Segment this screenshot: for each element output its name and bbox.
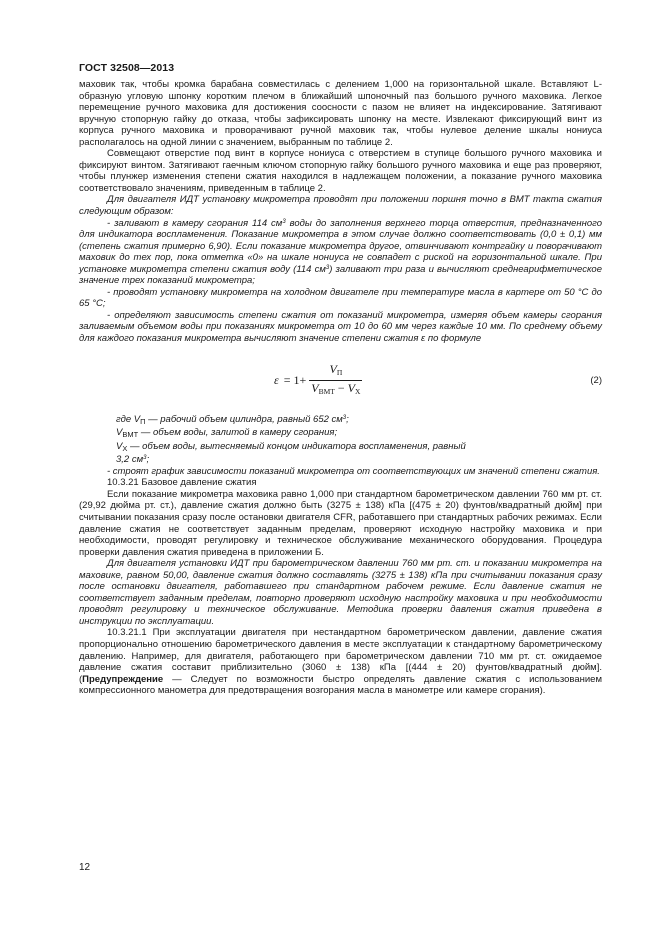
def-vx-desc: — объем воды, вытесняемый концом индикатора воспламенения, равный bbox=[127, 440, 466, 452]
def-vp-end: ; bbox=[346, 413, 349, 425]
formula-den-minus: − bbox=[334, 381, 348, 396]
formula-equals: = 1+ bbox=[283, 372, 307, 387]
paragraph-nonstandard-pressure bbox=[79, 627, 602, 696]
standard-header: ГОСТ 32508—2013 bbox=[79, 62, 175, 74]
paragraph-idt-pressure: Для двигателя установки ИДТ при барометрическом давлении 760 мм рт. ст. и показании микрометра на маховике, равном 50,00, давление сжатия должно составлять (3275 ± 138) кПа при считывании показания сразу после остановки двигателя, работавшего при стандартном рабочем режиме. Если давление сжатия не соответствует заданным пределам, повторно проверяют исходную настройку маховика и при необходимости проводят регулировку и техническое обслуживание. Методика проверки давления сжатия приведена в инструкции по эксплуатации. bbox=[79, 558, 602, 627]
formula-den-sub2: Х bbox=[355, 387, 361, 397]
paragraph-nonius-alignment: Совмещают отверстие под винт в корпусе нониуса с отверстием в ступице большого ручного маховика и фиксируют винтом. Затягивают гаечным ключом стопорную гайку большого ручного маховика и еще раз проверяют, чтобы плунжер изменения степени сжатия находился в надлежащем положении, а показание ручного маховика соответствовало значениям, приведенным в таблице 2. bbox=[79, 148, 602, 194]
formula-numerator-var: V bbox=[329, 361, 337, 376]
def-vvmt-sub: ВМТ bbox=[122, 430, 139, 440]
paragraph-water-fill bbox=[79, 218, 602, 287]
formula-den-sub1: ВМТ bbox=[318, 387, 335, 397]
paragraph-base-pressure: Если показание микрометра маховика равно 1,000 при стандартном барометрическом давлении 760 мм рт. ст. (29,92 дюйма рт. ст.), давление сжатия должно быть (3275 ± 138) кПа [(475 ± 20) фунтов/квадратный дюйм] при считывании показания сразу после остановки двигателя CFR, работавшего при стандартных рабочих режимах. Если давление сжатия не соответствует заданным пределам, проверяют исходную настройку маховика и при необходимости, проводят регулировку и техническое обслуживание механического оборудования. Процедура проверки давления сжатия приведена в приложении Б. bbox=[79, 488, 602, 558]
def-vvmt-desc: — объем воды, залитой в камеру сгорания; bbox=[138, 427, 338, 439]
warning-label: Предупреждение bbox=[82, 673, 164, 685]
water-fill-part-3: ) заливают три раза и вычисляют среднеарифметическое значение трех показаний микрометра; bbox=[79, 263, 602, 287]
paragraph-idt-intro: Для двигателя ИДТ установку микрометра проводят при положении поршня точно в ВМТ такта сжатия следующим образом: bbox=[79, 194, 602, 218]
water-fill-part-2: воды до заполнения верхнего торца отверстия, предназначенного для индикатора воспламенения. Показание микрометра в этом случае должно соответствовать (0,0 ± 0,1) мм (степень сжатия примерно 6,90). Если показание микрометра другое, отвинчивают контргайку и поворачивают маховик до тех пор, пока отметка «0» на шкале нониуса не совпадет с риской на горизонтальной шкале. При установке микрометра степени сжатия воду (114 см bbox=[79, 217, 602, 275]
definition-vx-value bbox=[116, 454, 602, 466]
def-vp-text: где V bbox=[116, 413, 141, 425]
superscript-3: 3 bbox=[282, 218, 286, 225]
def-vp-sub: П bbox=[140, 416, 146, 426]
formula-expression bbox=[274, 361, 362, 401]
superscript-3: 3 bbox=[325, 264, 330, 271]
definition-vx bbox=[116, 441, 602, 455]
formula-den-var1: V bbox=[311, 381, 319, 396]
formula-den-var2: V bbox=[347, 381, 356, 396]
def-vx-value: 3,2 см bbox=[116, 454, 144, 466]
formula-fraction bbox=[309, 361, 362, 398]
def-vx-value-end: ; bbox=[146, 454, 150, 466]
definition-vvmt bbox=[116, 427, 602, 441]
formula-numerator-sub: П bbox=[336, 367, 343, 377]
warning-text: — Следует по возможности быстро определять давление сжатия с использованием компрессионного манометра для предотвращения возгорания масла в манометре или камере сгорания). bbox=[79, 673, 602, 697]
superscript-3: 3 bbox=[143, 455, 147, 462]
page-number: 12 bbox=[79, 862, 91, 873]
equation-number: (2) bbox=[590, 374, 602, 386]
formula-definitions bbox=[79, 414, 602, 466]
definition-vp bbox=[116, 414, 602, 428]
superscript-3: 3 bbox=[342, 414, 347, 421]
def-vvmt-text: V bbox=[116, 427, 123, 439]
water-fill-part-1: - заливают в камеру сгорания 114 см bbox=[107, 217, 283, 229]
paragraph-flywheel-setup: маховик так, чтобы кромка барабана совместилась с делением 1,000 на горизонтальной шкале. Вставляют L-образную угловую шпонку коротким плечом в ближайший шпоночный паз большого ручного маховика. Легкое перемещение ручного маховика для достижения соосности с пазом не влияет на индексирование. Затягивают вручную стопорную гайку до отказа, чтобы зафиксировать шпонку на месте. Извлекают фиксирующий винт из корпуса ручного маховика и проворачивают ручной маховик так, чтобы нулевое деление шкалы нониуса располагалось на одной линии с значением, выбранным по таблице 2. bbox=[79, 79, 602, 148]
formula-lhs: ε bbox=[274, 372, 279, 387]
nonstandard-text: 10.3.21.1 При эксплуатации двигателя при нестандартном барометрическом давлении, давление сжатия пропорционально отношению барометрического давления в месте эксплуатации к стандартному барометрическому давлению. Например, для двигателя, работающего при барометрическом давлении 710 мм рт. ст. ожидаемое давление сжатия составит приблизительно (3060 ± 138) кПа [(444 ± 20) фунтов/квадратный дюйм]. ( bbox=[79, 627, 602, 685]
formula-compression-ratio bbox=[79, 357, 602, 405]
document-body bbox=[79, 79, 602, 697]
paragraph-plot: - строят график зависимости показаний микрометра от соответствующих им значений степени сжатия. bbox=[107, 465, 600, 477]
formula-denominator bbox=[309, 380, 362, 398]
paragraph-cold-engine: - проводят установку микрометра на холодном двигателе при температуре масла в картере от 50 °С до 65 °С; bbox=[79, 286, 602, 310]
section-heading-10-3-21: 10.3.21 Базовое давление сжатия bbox=[107, 477, 257, 489]
def-vx-sub: Х bbox=[122, 443, 128, 453]
def-vx-text: V bbox=[116, 440, 123, 452]
def-vp-desc: — рабочий объем цилиндра, равный 652 см bbox=[145, 413, 343, 425]
formula-numerator bbox=[327, 361, 344, 381]
paragraph-dependency: - определяют зависимость степени сжатия от показаний микрометра, измеряя объем камеры сгорания заливаемым объемом воды при показаниях микрометра от 10 до 60 мм через каждые 10 мм. По среднему объему для каждого показания микрометра вычисляют значение степени сжатия ε по формуле bbox=[79, 309, 602, 345]
